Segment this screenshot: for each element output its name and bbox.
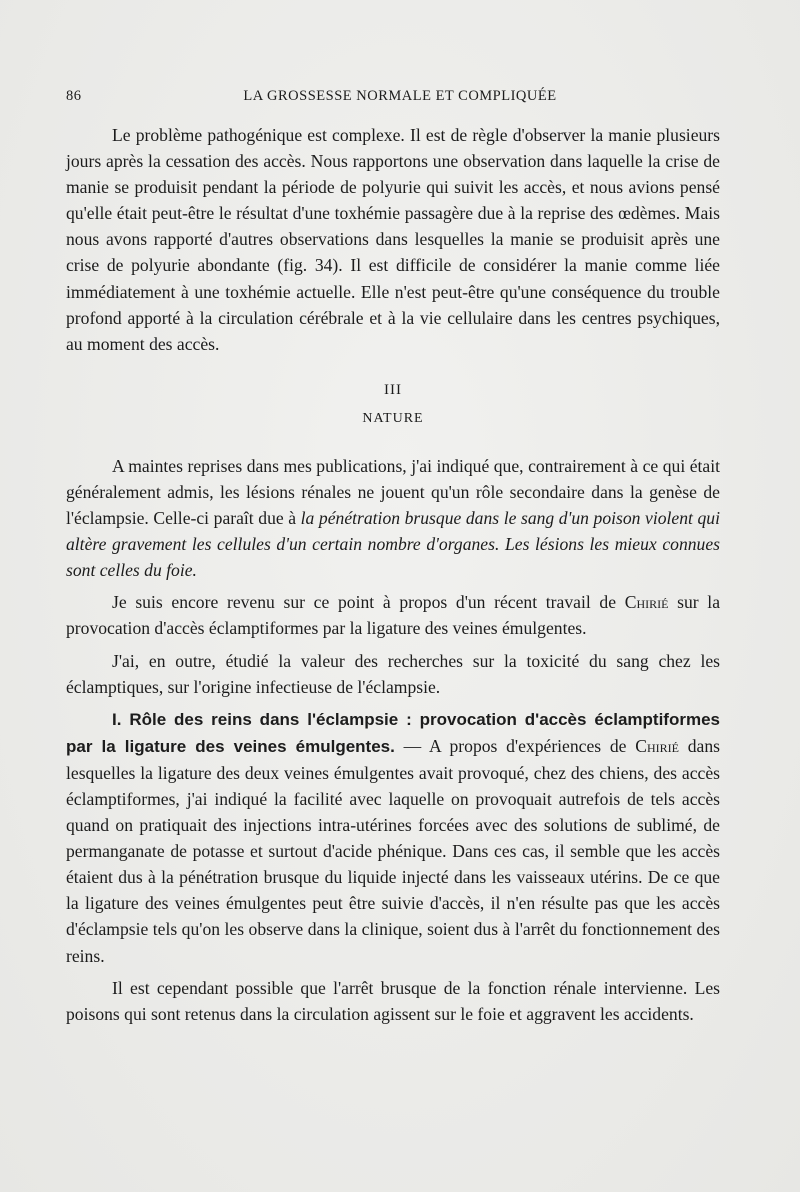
page-body [66, 122, 720, 1027]
paragraph-toxicity: J'ai, en outre, étudié la valeur des recherches sur la toxicité du sang chez les éclamptiques, sur l'origine infectieuse de l'éclampsie. [66, 650, 720, 697]
author-name: Chirié [624, 592, 669, 613]
section-title: NATURE [362, 410, 424, 426]
section-number: III [384, 381, 402, 398]
paragraph-text: — A propos d'expériences de [394, 735, 636, 756]
author-name: Chirié [635, 735, 679, 756]
paragraph-text: A maintes reprises dans mes publications, j'ai indiqué que, contrairement à ce qui était généralement admis, les lésions rénales ne jouent qu'un rôle secondaire dans la genèse de l'éclampsie. Celle-ci paraît due à [66, 455, 720, 529]
paragraph-text: dans lesquelles la ligature des deux veines émulgentes avait provoqué, chez des chiens, des accès éclamptiformes, j'ai indiqué la facilité avec laquelle on provoquait autrefois de tels accès quand on pratiquait des injections intra-utérines forcées avec des solutions de sublimé, de permanganate de potasse et surtout d'acide phénique. Dans ces cas, il semble que les accès étaient dus à la pénétration brusque du liquide injecté dans les vaisseaux utérins. De ce que la ligature des veines émulgentes peut être suivie d'accès, il n'en résulte pas que les accès d'éclampsie tels qu'on les observe dans la clinique, soient dus à l'arrêt du fonctionnement des reins. [66, 735, 721, 966]
paragraph-chirie [66, 589, 720, 641]
paragraph-text: Je suis encore revenu sur ce point à propos d'un récent travail de [112, 592, 625, 613]
paragraph-renal-function: Il est cependant possible que l'arrêt brusque de la fonction rénale intervienne. Les poisons qui sont retenus dans la circulation agissent sur le foie et aggravent les accidents. [66, 977, 720, 1024]
subsection-heading: I. Rôle des reins dans l'éclampsie : provocation d'accès éclamptiformes par la ligature des veines émulgentes. [66, 709, 720, 756]
italic-passage: la pénétration brusque dans le sang d'un poison violent qui altère gravement les cellules d'un certain nombre d'organes. Les lésions les mieux connues sont celles du foie. [66, 508, 720, 581]
running-title: LA GROSSESSE NORMALE ET COMPLIQUÉE [243, 88, 557, 104]
page-number: 86 [66, 88, 82, 104]
paragraph-pathogenesis: Le problème pathogénique est complexe. Il est de règle d'observer la manie plusieurs jours après la cessation des accès. Nous rapportons une observation dans laquelle la crise de manie se produisit pendant la période de polyurie qui suivit les accès, et nous avions pensé qu'elle était peut-être le résultat d'une toxhémie passagère due à la reprise des œdèmes. Mais nous avons rapporté d'autres observations dans lesquelles la manie se produisit après une crise de polyurie abondante (fig. 34). Il est difficile de considérer la manie comme liée immédiatement à une toxhémie actuelle. Elle n'est peut-être qu'une conséquence du trouble profond apporté à la circulation cérébrale et à la vie cellulaire dans les centres psychiques, au moment des accès. [66, 125, 720, 354]
paragraph-kidney-role [66, 706, 720, 969]
paragraph-text: sur la provocation d'accès éclamptiformes par la ligature des veines émulgentes. [66, 592, 720, 639]
running-head [66, 88, 734, 110]
paragraph-publications [66, 453, 720, 583]
